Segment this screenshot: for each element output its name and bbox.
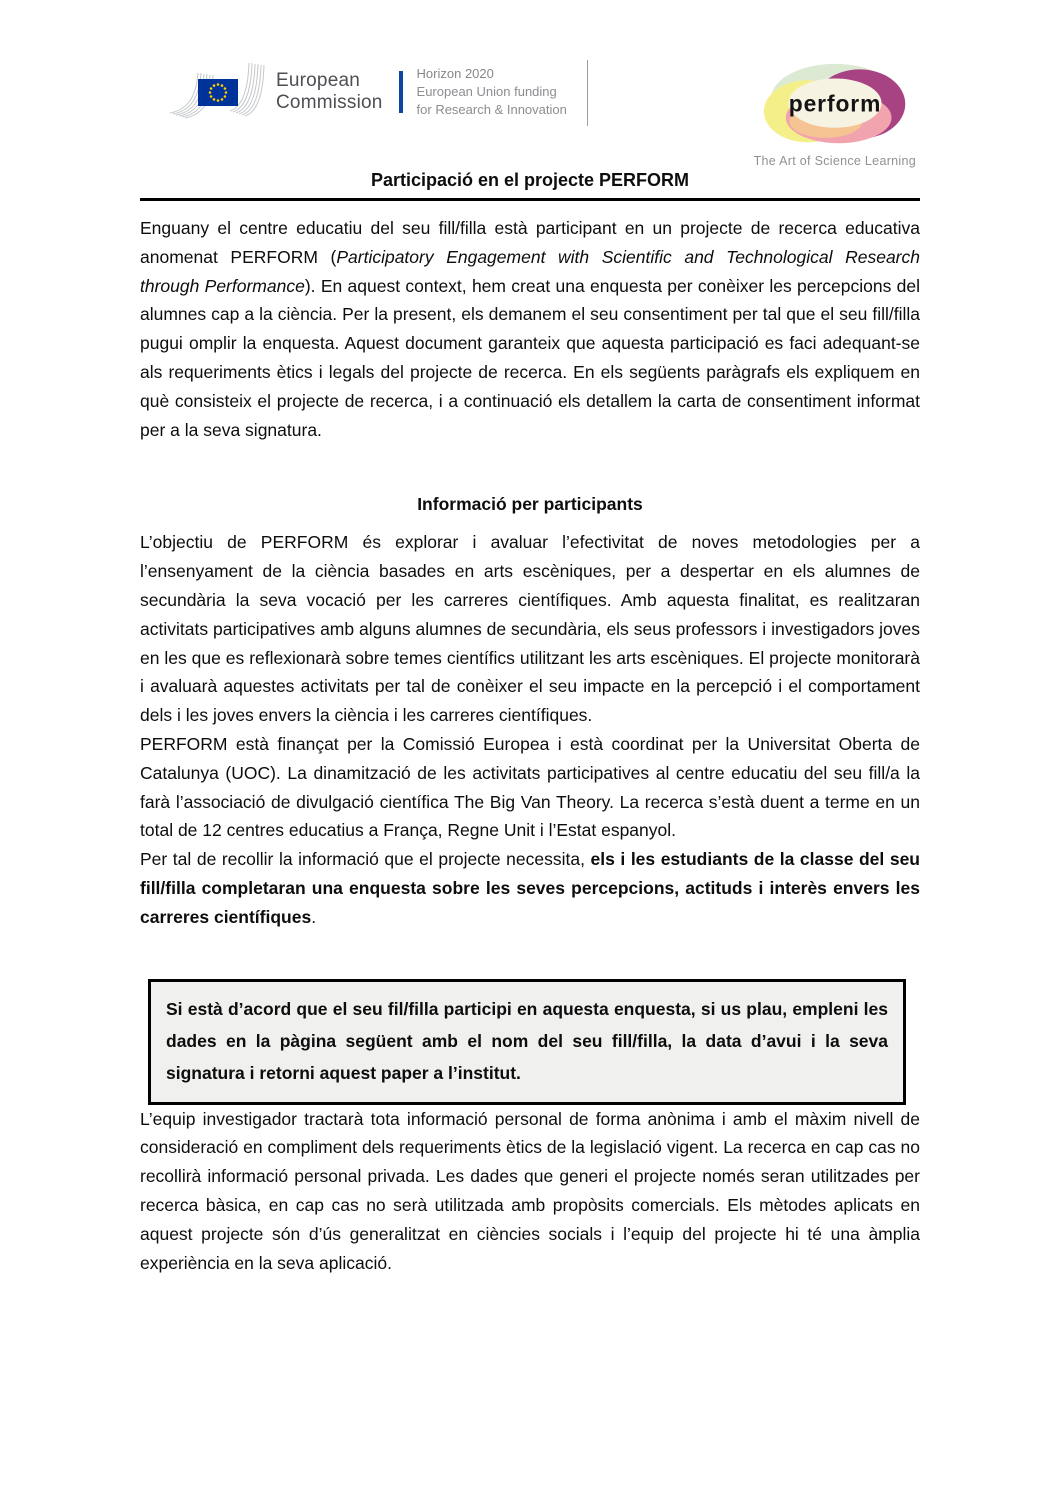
survey-text-post: . [311,906,317,927]
perform-tagline: The Art of Science Learning [753,154,916,168]
objective-paragraph: L’objectiu de PERFORM és explorar i avaluar l’efectivitat de noves metodologies per a l’ensenyament de la ciència basades en arts escèniques, per a despertar en els alumnes de secundària la seva vocació per les carreres científiques. Amb aquesta finalitat, es realitzaran activitats participatives amb alguns alumnes de secundària, els seus professors i investigadors joves en les que es reflexionarà sobre temes científics utilitzant les arts escèniques. El projecte monitorarà i avaluarà aquestes activitats per tal de conèixer el seu impacte en la percepció i el comportament dels i les joves envers la ciència i les carreres científiques. [140,532,920,726]
privacy-paragraph: L’equip investigador tractarà tota informació personal de forma anònima i amb el màxim nivell de consideració en compliment dels requeriments ètics de la legislació vigent. La recerca en cap cas no recollirà informació personal privada. Les dades que generi el projecte només seran utilitzades per recerca bàsica, en cap cas no serà utilitzada amb propòsits comercials. Els mètodes aplicats en aquest projecte són d’ús generalitzat en ciències socials i l’equip del projecte hi té una àmplia experiència en la seva aplicació. [140,1108,920,1273]
intro-text-post: ). En aquest context, hem creat una enquesta per conèixer les percepcions del alumnes cap a la ciència. Per la present, els demanem el seu consentiment per tal que el seu fill/filla pugui omplir la enquesta. Aquest document garanteix que aquesta participació es faci adequant-se als requeriments ètics i legals del projecte de recerca. En els següents paràgrafs els expliquem en què consisteix el projecte de recerca, i a continuació els detallem la carta de consentiment informat per a la seva signatura. [140,275,920,440]
consent-box [148,979,906,1105]
header-vertical-divider [587,60,588,126]
ec-name-line1: European [276,69,361,91]
funding-line1: Horizon 2020 [416,65,494,81]
european-commission-wordmark [276,70,383,115]
section-heading: Informació per participants [417,494,643,515]
perform-wordmark: perform [788,90,882,117]
survey-text-bold: els i les estudiants de la classe del seu fill/filla completaran una enquesta sobre les seves percepcions, actituds i interès envers les carreres científiques [140,849,920,927]
perform-logo-icon [762,60,908,148]
survey-text-pre: Per tal de recollir la informació que el projecte necessita, [140,849,591,870]
document-header [140,58,920,168]
european-commission-logo [168,58,588,126]
intro-text-pre: Enguany el centre educatiu del seu fill/filla està participant en un projecte de recerca educativa anomenat PERFORM ( [140,218,920,267]
perform-logo [754,60,916,168]
funding-line2: European Union funding [416,83,557,99]
eu-flag-icon [168,61,270,123]
survey-paragraph [140,845,920,931]
horizon-2020-funding-label [417,65,567,120]
page-title: Participació en el projecte PERFORM [370,170,690,190]
ec-divider-bar [399,71,403,113]
intro-paragraph [140,214,920,444]
title-rule-divider [140,198,920,201]
funding-line3: for Research & Innovation [416,102,567,118]
consent-box-text: Si està d’acord que el seu fil/filla participi en aquesta enquesta, si us plau, empleni les dades en la pàgina següent amb el nom del seu fill/filla, la data d’avui i la seva signatura i retorni aquest paper a l’institut. [166,998,888,1083]
intro-text-italic: Participatory Engagement with Scientific and Technological Research through Performance [140,246,920,296]
ec-name-line2: Commission [276,92,383,113]
funding-paragraph: PERFORM està finançat per la Comissió Europea i està coordinat per la Universitat Oberta de Catalunya (UOC). La dinamització de les activitats participatives al centre educatiu del seu fill/a la farà l’associació de divulgació científica The Big Van Theory. La recerca s’està duent a terme en un total de 12 centres educatius a França, Regne Unit i l’Estat espanyol. [140,733,920,841]
